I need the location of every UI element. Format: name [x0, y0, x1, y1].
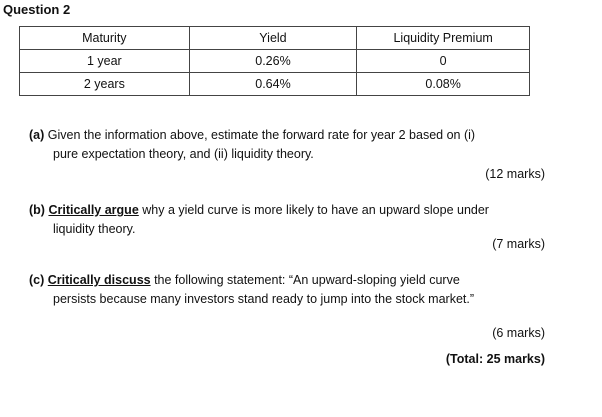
- part-b: [29, 201, 549, 239]
- table-cell: 0.26%: [189, 50, 357, 73]
- part-c-line1: [29, 271, 549, 290]
- part-b-line1: [29, 201, 549, 220]
- total-marks: (Total: 25 marks): [445, 352, 545, 366]
- table-cell: 0: [357, 50, 530, 73]
- part-b-line2: liquidity theory.: [53, 222, 136, 236]
- part-a-line2: pure expectation theory, and (ii) liquidity theory.: [53, 147, 314, 161]
- part-a: [29, 126, 549, 164]
- table-cell: 0.08%: [357, 73, 530, 96]
- question-heading: Question 2: [3, 2, 71, 17]
- part-a-marks: (12 marks): [485, 167, 545, 181]
- table-cell: 0.64%: [189, 73, 357, 96]
- part-c-text: the following statement: “An upward-sloping yield curve: [150, 273, 460, 287]
- part-b-emphasis: Critically argue: [48, 203, 139, 217]
- table-header-row: [20, 27, 530, 50]
- part-a-letter: (a): [29, 128, 45, 142]
- part-b-marks: (7 marks): [492, 237, 545, 251]
- column-header-maturity: Maturity: [20, 27, 190, 50]
- table-row: [20, 50, 530, 73]
- table-cell: 2 years: [20, 73, 190, 96]
- yield-table: [19, 26, 530, 96]
- table-row: [20, 73, 530, 96]
- part-a-line1: [29, 126, 549, 145]
- part-c-marks: (6 marks): [492, 326, 545, 340]
- column-header-yield: Yield: [189, 27, 357, 50]
- part-a-text: Given the information above, estimate the forward rate for year 2 based on (i): [47, 128, 476, 142]
- part-c-letter: (c): [29, 273, 45, 287]
- part-c-line2: persists because many investors stand ready to jump into the stock market.”: [53, 292, 475, 306]
- part-c-emphasis: Critically discuss: [47, 273, 151, 287]
- part-b-text: why a yield curve is more likely to have an upward slope under: [138, 203, 489, 217]
- part-b-letter: (b): [29, 203, 45, 217]
- table-cell: 1 year: [20, 50, 190, 73]
- part-c: [29, 271, 549, 309]
- column-header-liquidity-premium: Liquidity Premium: [357, 27, 530, 50]
